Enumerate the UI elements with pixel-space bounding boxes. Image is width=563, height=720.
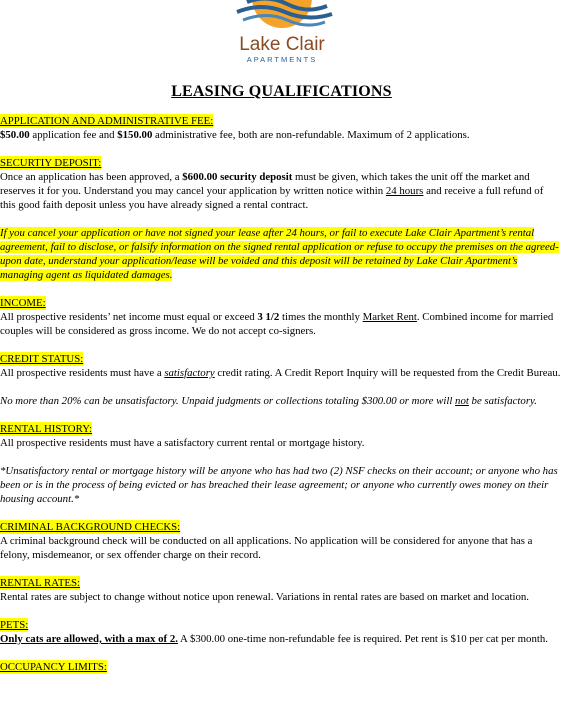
section-rental-rates [0,576,563,604]
rental-history-note: *Unsatisfactory rental or mortgage history will be anyone who has had two (2) NSF checks on their account; or anyone who has been or is in the process of being evicted or has breached their lease agreement; or anyone who currently owes money on their housing account.* [0,465,558,505]
section-security-deposit [0,156,563,282]
section-text: All prospective residents must have a satisfactory current rental or mortgage history. [0,437,365,449]
section-heading: CREDIT STATUS: [0,353,84,365]
section-application-fee [0,114,563,142]
credit-note: No more than 20% can be unsatisfactory. Unpaid judgments or collections totaling $300.00 or more will not be satisfactory. [0,395,537,407]
section-credit-status [0,352,563,408]
section-text: A criminal background check will be conducted on all applications. No application will be considered for anyone that has a felony, misdemeanor, or sex offender charge on their record. [0,535,533,561]
section-text: Rental rates are subject to change without notice upon renewal. Variations in rental rates are based on market and location. [0,591,529,603]
logo-graphic [207,0,357,72]
section-pets [0,618,563,646]
section-heading: OCCUPANCY LIMITS: [0,661,107,673]
section-criminal-background [0,520,563,562]
section-heading: INCOME: [0,297,46,309]
logo-subtitle: APARTMENTS [246,55,317,64]
page-title: LEASING QUALIFICATIONS [171,83,392,100]
logo-name: Lake Clair [238,34,325,55]
section-heading: SECURTIY DEPOSIT: [0,157,102,169]
section-heading: CRIMINAL BACKGROUND CHECKS: [0,521,181,533]
document-body [0,114,563,688]
lake-clair-logo [0,0,563,72]
section-text: All prospective residents’ net income must equal or exceed 3 1/2 times the monthly Market Rent. Combined income for married couples will be considered as gross income. We do not accept co-signers. [0,311,554,337]
deposit-forfeit-note: If you cancel your application or have not signed your lease after 24 hours, or fail to execute Lake Clair Apartment’s rental agreement, fail to disclose, or falsify information on the signed rental application or refuse to occupy the premises on the agreed-upon date, understand your application/lease will be voided and this deposit will be retained by Lake Clair Apartment’s managing agent as liquidated damages. [0,227,559,281]
section-text: Once an application has been approved, a $600.00 security deposit must be given, which takes the unit off the market and reserves it for you. Understand you may cancel your application by written notice within 24 hours and receive a full refund of this good faith deposit unless you have already signed a rental contract. [0,171,544,211]
section-heading: RENTAL RATES: [0,577,81,589]
section-heading: PETS: [0,619,29,631]
section-text: $50.00 application fee and $150.00 administrative fee, both are non-refundable. Maximum of 2 applications. [0,129,470,141]
section-heading: APPLICATION AND ADMINISTRATIVE FEE: [0,115,214,127]
section-heading: RENTAL HISTORY: [0,423,93,435]
section-occupancy-limits [0,660,563,674]
section-income [0,296,563,338]
section-text: Only cats are allowed, with a max of 2. A $300.00 one-time non-refundable fee is required. Pet rent is $10 per cat per month. [0,633,548,645]
section-rental-history [0,422,563,506]
section-text: All prospective residents must have a satisfactory credit rating. A Credit Report Inquiry will be requested from the Credit Bureau. [0,367,561,379]
